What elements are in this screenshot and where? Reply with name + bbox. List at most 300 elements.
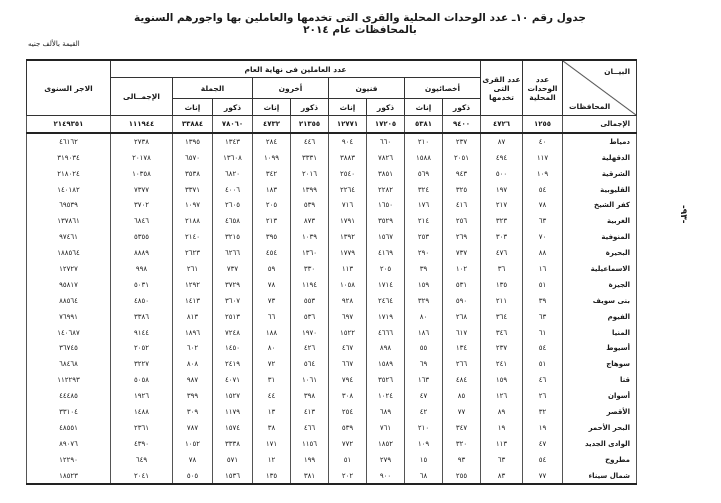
value-cell: ٢٥١٣ (213, 309, 253, 325)
value-cell: ٣٨٥١ (367, 166, 405, 182)
value-cell: ١٤٥٠ (213, 340, 253, 356)
value-cell: ١١٣ (481, 436, 523, 452)
value-cell: ٤٧٢٦ (481, 116, 523, 133)
value-cell: ١٠٩ (523, 166, 563, 182)
value-cell: ٤١٣ (291, 404, 329, 420)
value-cell: ٢١٤ (405, 213, 443, 229)
value-cell: ٣٩٩ (173, 388, 213, 404)
value-cell: ٧٦١ (367, 420, 405, 436)
value-cell: ١١٧٩ (213, 404, 253, 420)
total-row (27, 116, 637, 133)
table-row (27, 468, 637, 485)
value-cell: ٢٧٣٨ (111, 133, 173, 150)
value-cell: ١٠٣٩ (291, 229, 329, 245)
value-cell: ٨٠٨ (173, 356, 213, 372)
value-cell: ٣٧٢٩ (213, 277, 253, 293)
value-cell: ٢٢٨٢ (367, 182, 405, 198)
header-annual-wage: الاجر السنوى (27, 60, 111, 116)
value-cell: ١٧٧٩ (329, 245, 367, 261)
value-cell: ٢٣٦١ (111, 420, 173, 436)
value-cell: ٨٨٥٦٤ (27, 293, 111, 309)
value-cell: ٣٣٨٨٤ (173, 116, 213, 133)
governorate-cell: أسيوط (563, 340, 637, 356)
value-cell: ٥١ (329, 452, 367, 468)
value-cell: ٩٠٠ (367, 468, 405, 485)
value-cell: ٤٧ (523, 436, 563, 452)
value-cell: ٥٩ (253, 261, 291, 277)
value-cell: ٣٣١٠٤ (27, 404, 111, 420)
value-cell: ٢٥٤ (329, 404, 367, 420)
value-cell: ٢١٤٩٣٥١ (27, 116, 111, 133)
value-cell: ١٣٤٣ (213, 133, 253, 150)
table-row (27, 309, 637, 325)
value-cell: ١٧١٤ (367, 277, 405, 293)
governorate-cell: الجيزة (563, 277, 637, 293)
header-female: إناث (405, 99, 443, 116)
value-cell: ١٣٩٩ (291, 182, 329, 198)
value-cell: ١٤٠٦٨٧ (27, 325, 111, 341)
value-cell: ٢١٤٠ (173, 229, 213, 245)
governorate-cell: سوهاج (563, 356, 637, 372)
value-cell: ٦٣ (523, 309, 563, 325)
header-male: ذكور (443, 99, 481, 116)
value-cell: ٥٤ (523, 182, 563, 198)
value-cell: ١٣٥ (253, 468, 291, 485)
table-row (27, 372, 637, 388)
value-cell: ٥٣٥٥ (111, 229, 173, 245)
header-male: ذكور (291, 99, 329, 116)
value-cell: ٥٦٤ (291, 356, 329, 372)
value-cell: ١٩٧٠ (291, 325, 329, 341)
value-cell: ١٤١٣ (173, 293, 213, 309)
value-cell: ٦٩ (405, 356, 443, 372)
governorate-cell: الاسماعيلية (563, 261, 637, 277)
value-cell: ٣٢٥ (443, 182, 481, 198)
value-cell: ١٠٩٩ (253, 150, 291, 166)
value-cell: ٦٦٧ (329, 356, 367, 372)
value-cell: ٦٦٠ (367, 133, 405, 150)
value-cell: ١٨٩٦ (173, 325, 213, 341)
value-cell: ٤٦٥٨ (213, 213, 253, 229)
value-cell: ١٥٩ (481, 372, 523, 388)
value-cell: ١٥ (405, 452, 443, 468)
header-workers-group: عدد العاملين فى نهاية العام (111, 60, 481, 78)
value-cell: ١٢ (253, 452, 291, 468)
value-cell: ١٣٦٠٨ (213, 150, 253, 166)
value-cell: ٦٨٤٦٨ (27, 356, 111, 372)
value-cell: ٢٦٢٣ (173, 245, 213, 261)
value-cell: ٢١١ (481, 293, 523, 309)
value-cell: ٤٨٤ (443, 372, 481, 388)
table-row (27, 277, 637, 293)
value-cell: ٧٨ (523, 197, 563, 213)
value-cell: ١٠٥٢ (173, 436, 213, 452)
value-cell: ٣٢٢٧ (111, 356, 173, 372)
value-cell: ٣٧٠٢ (111, 197, 173, 213)
value-cell: ٣٣٣٨ (213, 436, 253, 452)
value-cell: ٥٧١ (213, 452, 253, 468)
value-cell: ١٦ (523, 261, 563, 277)
header-technicians: فنيون (329, 78, 405, 99)
value-cell: ٩٥٨١٧ (27, 277, 111, 293)
value-cell: ٣٠٩ (173, 404, 213, 420)
value-cell: ٥٠٣١ (111, 277, 173, 293)
table-row (27, 133, 637, 150)
value-cell: ٤٦ (523, 372, 563, 388)
value-cell: ٧١٦ (329, 197, 367, 213)
value-cell: ٢٠٥١ (443, 150, 481, 166)
value-cell: ٦٦ (253, 309, 291, 325)
value-cell: ٣٣٨٦ (111, 309, 173, 325)
value-cell: ٧٦٩٩١ (27, 309, 111, 325)
value-cell: ١١٢٢٩٣ (27, 372, 111, 388)
header-subtotal: الجملة (173, 78, 253, 99)
value-cell: ٩٢٨ (329, 293, 367, 309)
value-cell: ١٢٧٧١ (329, 116, 367, 133)
value-cell: ٣٠٨ (329, 388, 367, 404)
corner-header: البيــان المحافظات (563, 60, 637, 116)
value-cell: ١٧٦ (405, 197, 443, 213)
header-grand-total: الإجمــالى (111, 78, 173, 116)
statistics-table (26, 59, 637, 485)
value-cell: ١٩ (481, 420, 523, 436)
value-cell: ١٩ (523, 420, 563, 436)
value-cell: ٧٣٧٧ (111, 182, 173, 198)
value-cell: ٤٦١٦٢ (27, 133, 111, 150)
value-cell: ٤٠ (523, 133, 563, 150)
value-cell: ٢٦١ (173, 261, 213, 277)
value-cell: ١٩٢٦ (111, 388, 173, 404)
value-cell: ١٨٥٢ (367, 436, 405, 452)
value-cell: ١١١٩٤٤ (111, 116, 173, 133)
header-female: إناث (329, 99, 367, 116)
table-body (27, 116, 637, 485)
value-cell: ٦١٧ (443, 325, 481, 341)
table-row (27, 182, 637, 198)
value-cell: ٤٧٣٢ (253, 116, 291, 133)
header-villages: عدد القرى التى تخدمها (481, 60, 523, 116)
value-cell: ٨٨٨٩ (111, 245, 173, 261)
value-cell: ١١٧ (523, 150, 563, 166)
table-row (27, 325, 637, 341)
value-cell: ١٨٣ (253, 182, 291, 198)
value-cell: ٢٠٤١ (111, 468, 173, 485)
value-cell: ٢١٨٨ (173, 213, 213, 229)
value-cell: ٥٩٠ (443, 293, 481, 309)
value-cell: ٣٩٨ (291, 388, 329, 404)
unit-note: القيمة بالألف جنيه (28, 40, 80, 48)
governorate-cell: الغربية (563, 213, 637, 229)
value-cell: ٧٣ (253, 293, 291, 309)
value-cell: ١٩٧ (481, 182, 523, 198)
value-cell: ٤٩٤ (481, 150, 523, 166)
value-cell: ٢٥٦ (443, 213, 481, 229)
value-cell: ٦١ (523, 325, 563, 341)
governorate-cell: أسوان (563, 388, 637, 404)
table-row (27, 245, 637, 261)
value-cell: ١٢٧٢٧ (27, 261, 111, 277)
value-cell: ٥١ (523, 356, 563, 372)
value-cell: ١٥٨٩ (367, 356, 405, 372)
value-cell: ٣١٩٠٣٤ (27, 150, 111, 166)
value-cell: ٣٦٠٧ (213, 293, 253, 309)
value-cell: ٥١ (523, 277, 563, 293)
value-cell: ٤١٦٩ (367, 245, 405, 261)
value-cell: ٨٥ (443, 388, 481, 404)
value-cell: ٢١٣٥٥ (291, 116, 329, 133)
value-cell: ٨٣ (481, 468, 523, 485)
value-cell: ٩٤٣ (443, 166, 481, 182)
value-cell: ٥٣٦ (291, 309, 329, 325)
value-cell: ١٨٨٥٦٤ (27, 245, 111, 261)
value-cell: ٢١٣ (253, 213, 291, 229)
governorate-cell: الوادى الجديد (563, 436, 637, 452)
value-cell: ٤٢٦ (291, 340, 329, 356)
value-cell: ٥٠٠ (481, 166, 523, 182)
value-cell: ٧٧٢ (329, 436, 367, 452)
value-cell: ١٧١٩ (367, 309, 405, 325)
governorate-cell: قنا (563, 372, 637, 388)
table-header (27, 60, 637, 116)
value-cell: ١٦٣ (405, 372, 443, 388)
value-cell: ١٠٦١ (291, 372, 329, 388)
value-cell: ٣٠٣ (481, 229, 523, 245)
value-cell: ٣٣٧١ (173, 182, 213, 198)
table-row (27, 166, 637, 182)
header-specialists: أخصائيون (405, 78, 481, 99)
value-cell: ٢٢٦٤ (329, 182, 367, 198)
value-cell: ٥٠٥٨ (111, 372, 173, 388)
value-cell: ٣٤٢ (253, 166, 291, 182)
value-cell: ٢٤١٩ (213, 356, 253, 372)
value-cell: ٩٧٤٦١ (27, 229, 111, 245)
value-cell: ١٥٨٨ (405, 150, 443, 166)
value-cell: ٢٦٩ (443, 229, 481, 245)
value-cell: ١٠٣٥٨ (111, 166, 173, 182)
value-cell: ١٣٦٠ (291, 245, 329, 261)
header-male: ذكور (367, 99, 405, 116)
value-cell: ٦٢٦٦ (213, 245, 253, 261)
value-cell: ٣٢٤ (405, 182, 443, 198)
value-cell: ٧٩٤ (329, 372, 367, 388)
value-cell: ٧٣٧ (213, 261, 253, 277)
value-cell: ١٢٦ (481, 388, 523, 404)
table-title: جدول رقم ١٠ـ عدد الوحدات المحلية والقرى التى تخدمها والعاملين بها واجورهم السنوية بالمحافظات عام ٢٠١٤ (133, 12, 587, 36)
value-cell: ٣٢ (523, 404, 563, 420)
governorate-cell: مطروح (563, 452, 637, 468)
value-cell: ٦٨٩ (367, 404, 405, 420)
value-cell: ٤٠٧١ (213, 372, 253, 388)
header-female: إناث (173, 99, 213, 116)
value-cell: ٢٦ (523, 388, 563, 404)
value-cell: ٣٩ (523, 293, 563, 309)
value-cell: ٣٥٣٨ (173, 166, 213, 182)
governorate-cell: البحيرة (563, 245, 637, 261)
page-number: -٩٣- (678, 205, 688, 224)
value-cell: ٢٠٥٢ (111, 340, 173, 356)
value-cell: ٣٢٩ (405, 293, 443, 309)
value-cell: ٦٩٥٣٩ (27, 197, 111, 213)
value-cell: ٤٧ (405, 388, 443, 404)
value-cell: ٢٧٩ (367, 452, 405, 468)
value-cell: ٧٨ (253, 277, 291, 293)
value-cell: ٤١٦ (443, 197, 481, 213)
value-cell: ٢١٠ (405, 133, 443, 150)
value-cell: ٣٦ (481, 261, 523, 277)
value-cell: ٧٠ (523, 229, 563, 245)
value-cell: ٣١ (253, 372, 291, 388)
value-cell: ١٤٨٨ (111, 404, 173, 420)
governorate-cell: الأقصر (563, 404, 637, 420)
value-cell: ٣٢٣ (481, 213, 523, 229)
value-cell: ٧٨ (173, 452, 213, 468)
governorate-cell: كفر الشيخ (563, 197, 637, 213)
value-cell: ٧٨٢٦ (367, 150, 405, 166)
governorate-cell: الإجمالى (563, 116, 637, 133)
table-row (27, 150, 637, 166)
table-row (27, 420, 637, 436)
value-cell: ١٠٢ (443, 261, 481, 277)
value-cell: ٩٠٤ (329, 133, 367, 150)
value-cell: ١١٩٤ (291, 277, 329, 293)
value-cell: ٨٠ (253, 340, 291, 356)
table-row (27, 340, 637, 356)
value-cell: ٦٤٩ (111, 452, 173, 468)
value-cell: ٦٣ (481, 452, 523, 468)
value-cell: ١٠٢٤ (367, 388, 405, 404)
value-cell: ٤٨٥٥١ (27, 420, 111, 436)
value-cell: ٤٤ (253, 388, 291, 404)
value-cell: ١٩٩ (291, 452, 329, 468)
value-cell: ٧٧ (523, 468, 563, 485)
value-cell: ٢٠٥ (367, 261, 405, 277)
value-cell: ١٥٩ (405, 277, 443, 293)
value-cell: ٤٦٦٦ (367, 325, 405, 341)
value-cell: ٥٥٣ (291, 293, 329, 309)
value-cell: ٧٢٤٨ (213, 325, 253, 341)
value-cell: ١٠٩٧ (173, 197, 213, 213)
value-cell: ٢١٠ (405, 420, 443, 436)
governorate-cell: الشرقية (563, 166, 637, 182)
value-cell: ٥٠٥ (173, 468, 213, 485)
value-cell: ٦٥٧٠ (173, 150, 213, 166)
value-cell: ٤٥٤ (253, 245, 291, 261)
value-cell: ١٥٣٦ (213, 468, 253, 485)
value-cell: ٥٥ (405, 340, 443, 356)
value-cell: ١٥٢٢ (329, 325, 367, 341)
value-cell: ٩١٤٤ (111, 325, 173, 341)
value-cell: ٣٩ (405, 261, 443, 277)
value-cell: ٢٦٦ (443, 356, 481, 372)
value-cell: ٤٤٤٨٥ (27, 388, 111, 404)
value-cell: ٧٨٧ (173, 420, 213, 436)
value-cell: ٧٢ (253, 356, 291, 372)
value-cell: ٢٥٤٠ (329, 166, 367, 182)
value-cell: ٤٧٦ (481, 245, 523, 261)
value-cell: ١٧١ (253, 436, 291, 452)
value-cell: ٢٩٠ (405, 245, 443, 261)
value-cell: ٣٩٥ (253, 229, 291, 245)
table-row (27, 261, 637, 277)
value-cell: ٣٤٦ (481, 325, 523, 341)
value-cell: ٥٣٩ (329, 420, 367, 436)
value-cell: ٢٠٥ (253, 197, 291, 213)
value-cell: ٣٤٧ (443, 420, 481, 436)
value-cell: ٧٧ (443, 404, 481, 420)
value-cell: ٢٠٢ (329, 468, 367, 485)
value-cell: ١٧٢٠٥ (367, 116, 405, 133)
value-cell: ٤٣٩٠ (111, 436, 173, 452)
value-cell: ١٤٠١٨٢ (27, 182, 111, 198)
value-cell: ٣٨٨٣ (329, 150, 367, 166)
value-cell: ١٥٧٤ (213, 420, 253, 436)
value-cell: ٢١٨٠٢٤ (27, 166, 111, 182)
value-cell: ١٣٤ (443, 340, 481, 356)
header-local-units: عدد الوحدات المحلية (523, 60, 563, 116)
value-cell: ١٠٥٨ (329, 277, 367, 293)
value-cell: ٤٠٠٦ (213, 182, 253, 198)
value-cell: ٦٩٧ (329, 309, 367, 325)
table-row (27, 229, 637, 245)
value-cell: ٥٣١ (443, 277, 481, 293)
value-cell: ٥٤ (523, 340, 563, 356)
value-cell: ٤٦٧ (329, 340, 367, 356)
value-cell: ٨٨ (523, 245, 563, 261)
value-cell: ٤٨٥٠ (111, 293, 173, 309)
value-cell: ٢٣٧ (443, 133, 481, 150)
value-cell: ٤٦٦ (291, 420, 329, 436)
header-others: أخرون (253, 78, 329, 99)
value-cell: ١٢٩٢ (173, 277, 213, 293)
value-cell: ٩٩٨ (111, 261, 173, 277)
value-cell: ٣٣٣١ (291, 150, 329, 166)
value-cell: ١٢٢٩٠ (27, 452, 111, 468)
governorate-cell: المنيا (563, 325, 637, 341)
value-cell: ٨٩ (481, 404, 523, 420)
governorate-cell: الدقهلية (563, 150, 637, 166)
governorate-cell: دمياط (563, 133, 637, 150)
value-cell: ٨٧٣ (291, 213, 329, 229)
value-cell: ٨١٣ (173, 309, 213, 325)
value-cell: ٤٤٦ (291, 133, 329, 150)
value-cell: ٦٣ (523, 213, 563, 229)
value-cell: ٣٨ (253, 420, 291, 436)
value-cell: ١٦٥٠ (367, 197, 405, 213)
value-cell: ٨٧ (481, 133, 523, 150)
value-cell: ٦٨٤٦ (111, 213, 173, 229)
governorate-cell: شمال سيناء (563, 468, 637, 485)
value-cell: ١٥٦٧ (367, 229, 405, 245)
table-row (27, 404, 637, 420)
value-cell: ٣٦٧٤٥ (27, 340, 111, 356)
table-row (27, 197, 637, 213)
value-cell: ١٣٧٨٦١ (27, 213, 111, 229)
value-cell: ١٣٥ (481, 277, 523, 293)
value-cell: ٢٣٧ (481, 340, 523, 356)
value-cell: ١٣٩٥ (173, 133, 213, 150)
value-cell: ١٣٩٢ (329, 229, 367, 245)
value-cell: ٢٤٦٤ (367, 293, 405, 309)
value-cell: ٩٤٠٠ (443, 116, 481, 133)
header-male: ذكور (213, 99, 253, 116)
value-cell: ٢٤١ (481, 356, 523, 372)
value-cell: ١٨٨ (253, 325, 291, 341)
table-row (27, 293, 637, 309)
value-cell: ٥٤ (523, 452, 563, 468)
table-row (27, 436, 637, 452)
governorate-cell: المنوفية (563, 229, 637, 245)
value-cell: ١٨٦ (405, 325, 443, 341)
